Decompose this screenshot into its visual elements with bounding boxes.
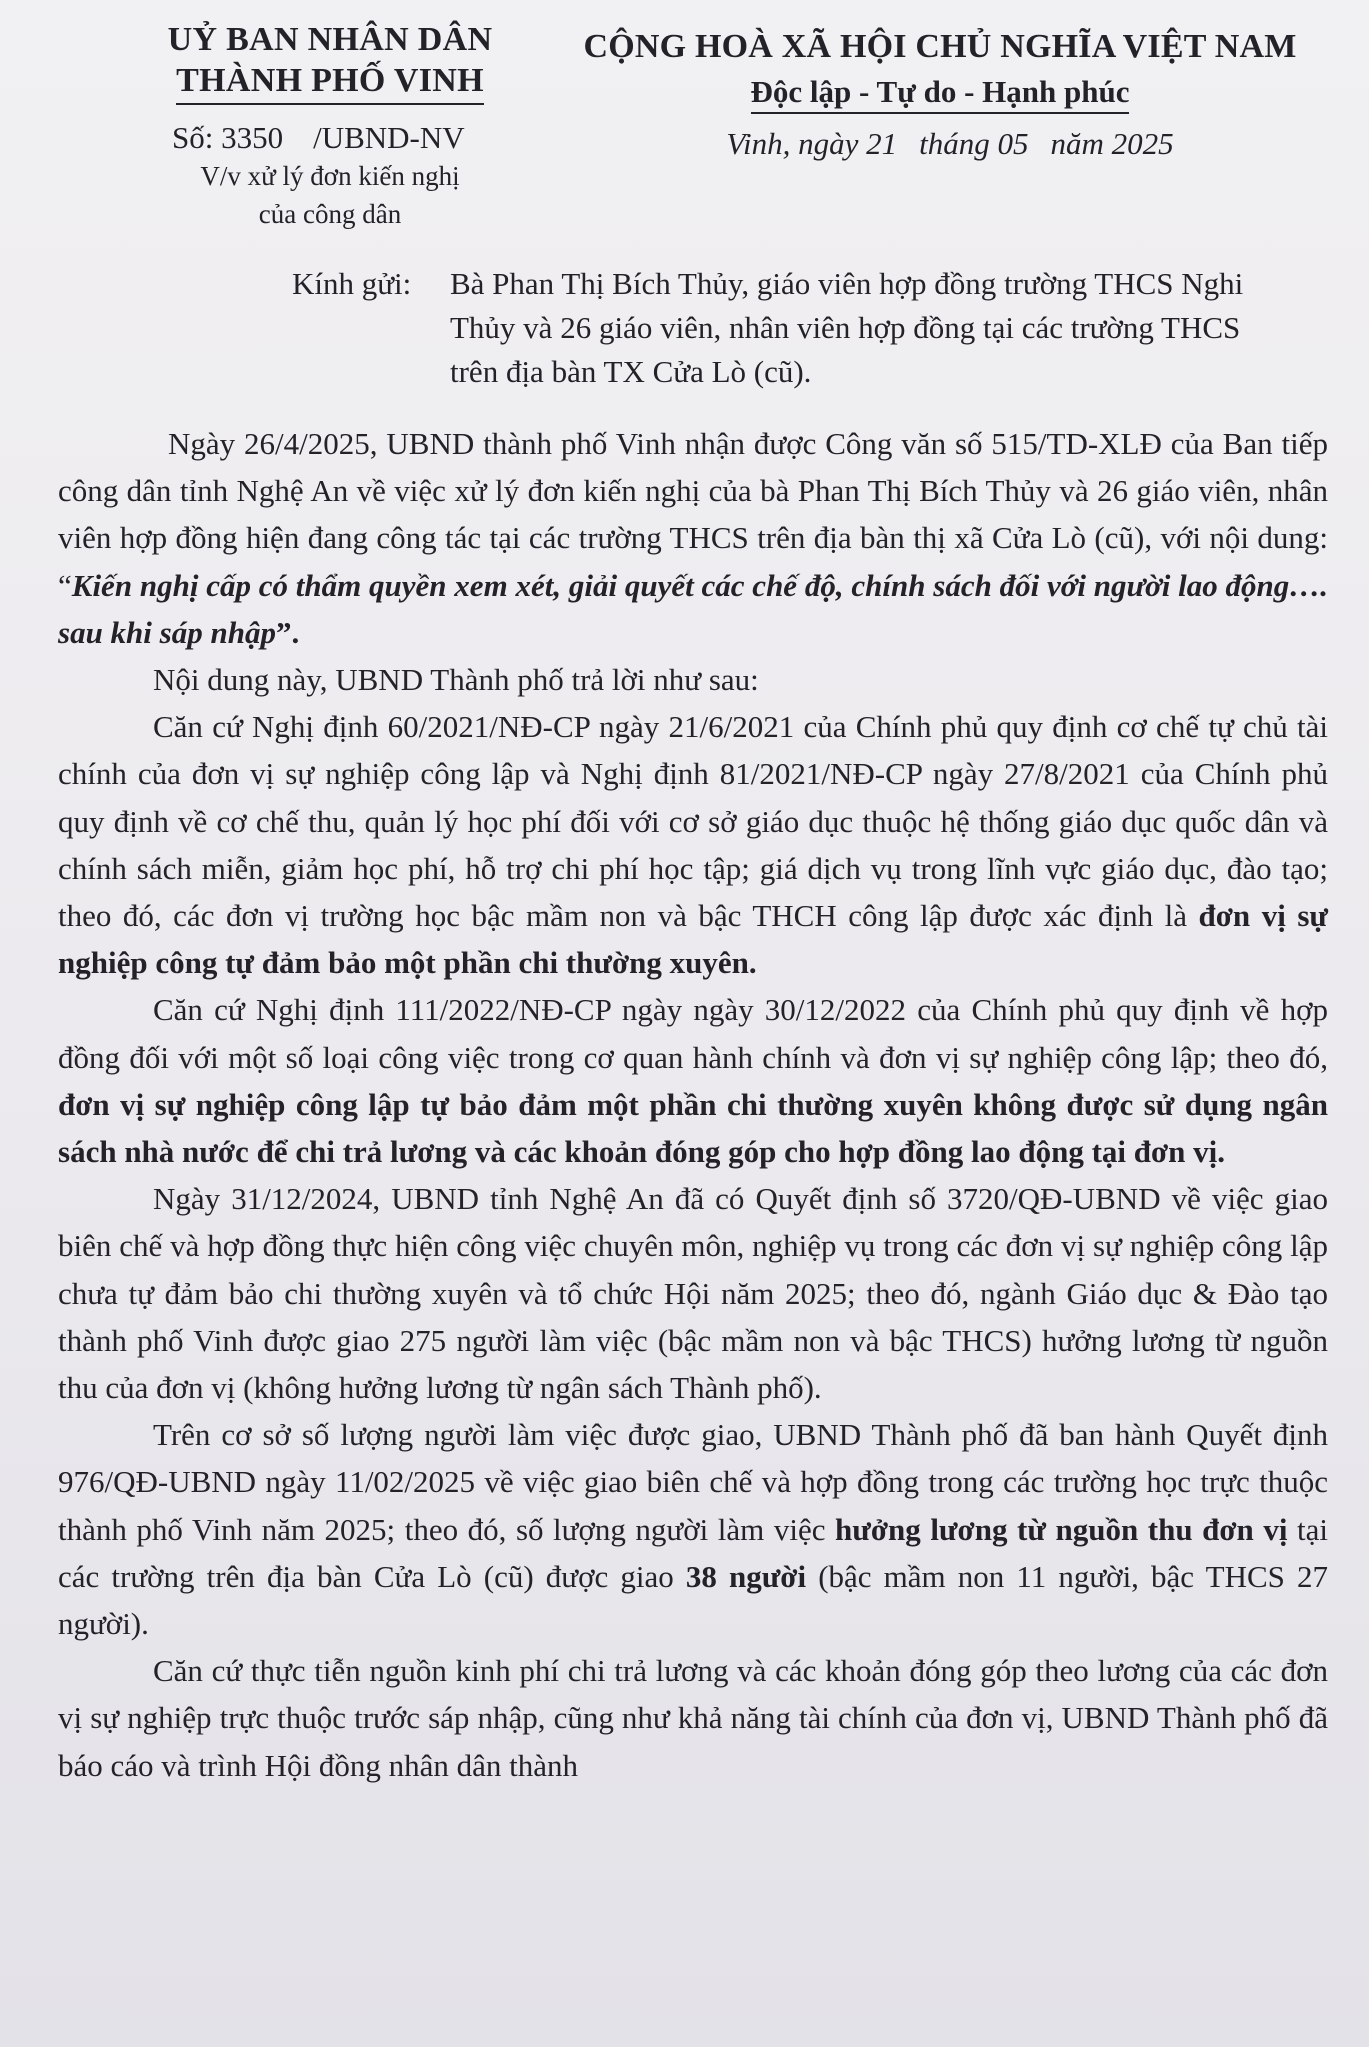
p1-end: ”. <box>275 614 300 650</box>
doc-no-suffix: /UBND-NV <box>313 119 465 155</box>
p1-quote: Kiến nghị cấp có thẩm quyền xem xét, giải quyết các chế độ, chính sách đối với người lao động…. sau khi sáp nhập <box>58 567 1328 650</box>
date-line <box>570 126 1310 162</box>
p3-text: Căn cứ Nghị định 60/2021/NĐ-CP ngày 21/6/2021 của Chính phủ quy định cơ chế tự chủ tài chính của đơn vị sự nghiệp công lập và Nghị định 81/2021/NĐ-CP ngày 27/8/2021 của Chính phủ quy định về cơ chế thu, quản lý học phí đối với cơ sở giáo dục thuộc hệ thống giáo dục quốc dân và chính sách miễn, giảm học phí, hỗ trợ chi phí học tập; giá dịch vụ trong lĩnh vực giáo dục, đào tạo; theo đó, các đơn vị trường học bậc mầm non và bậc THCH công lập được xác định là <box>58 709 1328 934</box>
paragraph-3 <box>58 703 1328 986</box>
doc-no-value: 3350 <box>221 119 284 155</box>
subject-line1: V/v xử lý đơn kiến nghị <box>200 160 460 191</box>
agency-name-line1: UỶ BAN NHÂN DÂN <box>167 21 493 58</box>
motto-underlined: Độc lập - Tự do - Hạnh phúc <box>751 74 1130 114</box>
p6-b: tại các trường trên địa bàn Cửa Lò (cũ) được giao <box>58 1511 1328 1594</box>
date-month-label: tháng <box>919 126 990 161</box>
p3-bold: đơn vị sự nghiệp công tự đảm bảo một phần chi thường xuyên. <box>58 898 1328 981</box>
recipient-text: Bà Phan Thị Bích Thủy, giáo viên hợp đồng trường THCS Nghi Thủy và 26 giáo viên, nhân viên hợp đồng tại các trường THCS trên địa bàn TX Cửa Lò (cũ). <box>450 266 1244 389</box>
paragraph-1 <box>58 420 1328 656</box>
recipient-label: Kính gửi: <box>292 266 412 301</box>
date-day: 21 <box>866 126 898 161</box>
p6-bold2: 38 người <box>685 1558 807 1594</box>
p4-text: Căn cứ Nghị định 111/2022/NĐ-CP ngày ngày 30/12/2022 của Chính phủ quy định về hợp đồng đối với một số loại công việc trong cơ quan hành chính và đơn vị sự nghiệp công lập; theo đó, <box>58 992 1328 1075</box>
paragraph-7: Căn cứ thực tiễn nguồn kinh phí chi trả lương và các khoản đóng góp theo lương của các đơn vị sự nghiệp trực thuộc trước sáp nhập, cũng như khả năng tài chính của đơn vị, UBND Thành phố đã báo cáo và trình Hội đồng nhân dân thành <box>58 1653 1328 1783</box>
document-number <box>150 119 510 156</box>
doc-no-label: Số: <box>172 119 214 155</box>
agency-name-line2 <box>150 61 510 105</box>
national-header-block <box>570 28 1310 162</box>
date-year-label: năm <box>1050 126 1104 161</box>
p1-text: Ngày 26/4/2025, UBND thành phố Vinh nhận được Công văn số 515/TD-XLĐ của Ban tiếp công dân tỉnh Nghệ An về việc xử lý đơn kiến nghị của bà Phan Thị Bích Thủy và 26 giáo viên, nhân viên hợp đồng hiện đang công tác tại các trường THCS trên địa bàn thị xã Cửa Lò (cũ), với nội dung: “ <box>58 426 1328 603</box>
date-year: 2025 <box>1111 126 1174 161</box>
date-place: Vinh, ngày <box>726 126 859 161</box>
paragraph-6 <box>58 1411 1328 1647</box>
p4-bold: đơn vị sự nghiệp công lập tự bảo đảm một phần chi thường xuyên không được sử dụng ngân sách nhà nước để chi trả lương và các khoản đóng góp cho hợp đồng lao động tại đơn vị. <box>58 1086 1328 1170</box>
recipient-block <box>292 262 1292 394</box>
paragraph-4 <box>58 986 1328 1175</box>
paragraph-2: Nội dung này, UBND Thành phố trả lời như sau: <box>153 662 759 698</box>
agency-name-underlined: THÀNH PHỐ VINH <box>176 61 484 105</box>
p6-a: Trên cơ sở số lượng người làm việc được giao, UBND Thành phố đã ban hành Quyết định 976/QĐ-UBND ngày 11/02/2025 về việc giao biên chế và hợp đồng trong các trường học trực thuộc thành phố Vinh năm 2025; theo đó, số lượng người làm việc <box>58 1417 1328 1547</box>
issuing-agency-block <box>150 20 510 233</box>
p6-c: (bậc mầm non 11 người, bậc THCS 27 người). <box>58 1558 1328 1642</box>
letter-body <box>58 420 1328 1789</box>
national-title: CỘNG HOÀ XÃ HỘI CHỦ NGHĨA VIỆT NAM <box>583 28 1297 65</box>
national-motto <box>570 74 1310 114</box>
subject-line2: của công dân <box>258 199 402 230</box>
paragraph-5: Ngày 31/12/2024, UBND tỉnh Nghệ An đã có Quyết định số 3720/QĐ-UBND về việc giao biên chế và hợp đồng thực hiện công việc chuyên môn, nghiệp vụ trong các đơn vị sự nghiệp công lập chưa tự đảm bảo chi thường xuyên và tổ chức Hội năm 2025; theo đó, ngành Giáo dục & Đào tạo thành phố Vinh được giao 275 người làm việc (bậc mầm non và bậc THCS) hưởng lương từ nguồn thu của đơn vị (không hưởng lương từ ngân sách Thành phố). <box>58 1181 1328 1406</box>
date-month: 05 <box>997 126 1029 161</box>
p6-bold1: hưởng lương từ nguồn thu đơn vị <box>835 1511 1288 1547</box>
